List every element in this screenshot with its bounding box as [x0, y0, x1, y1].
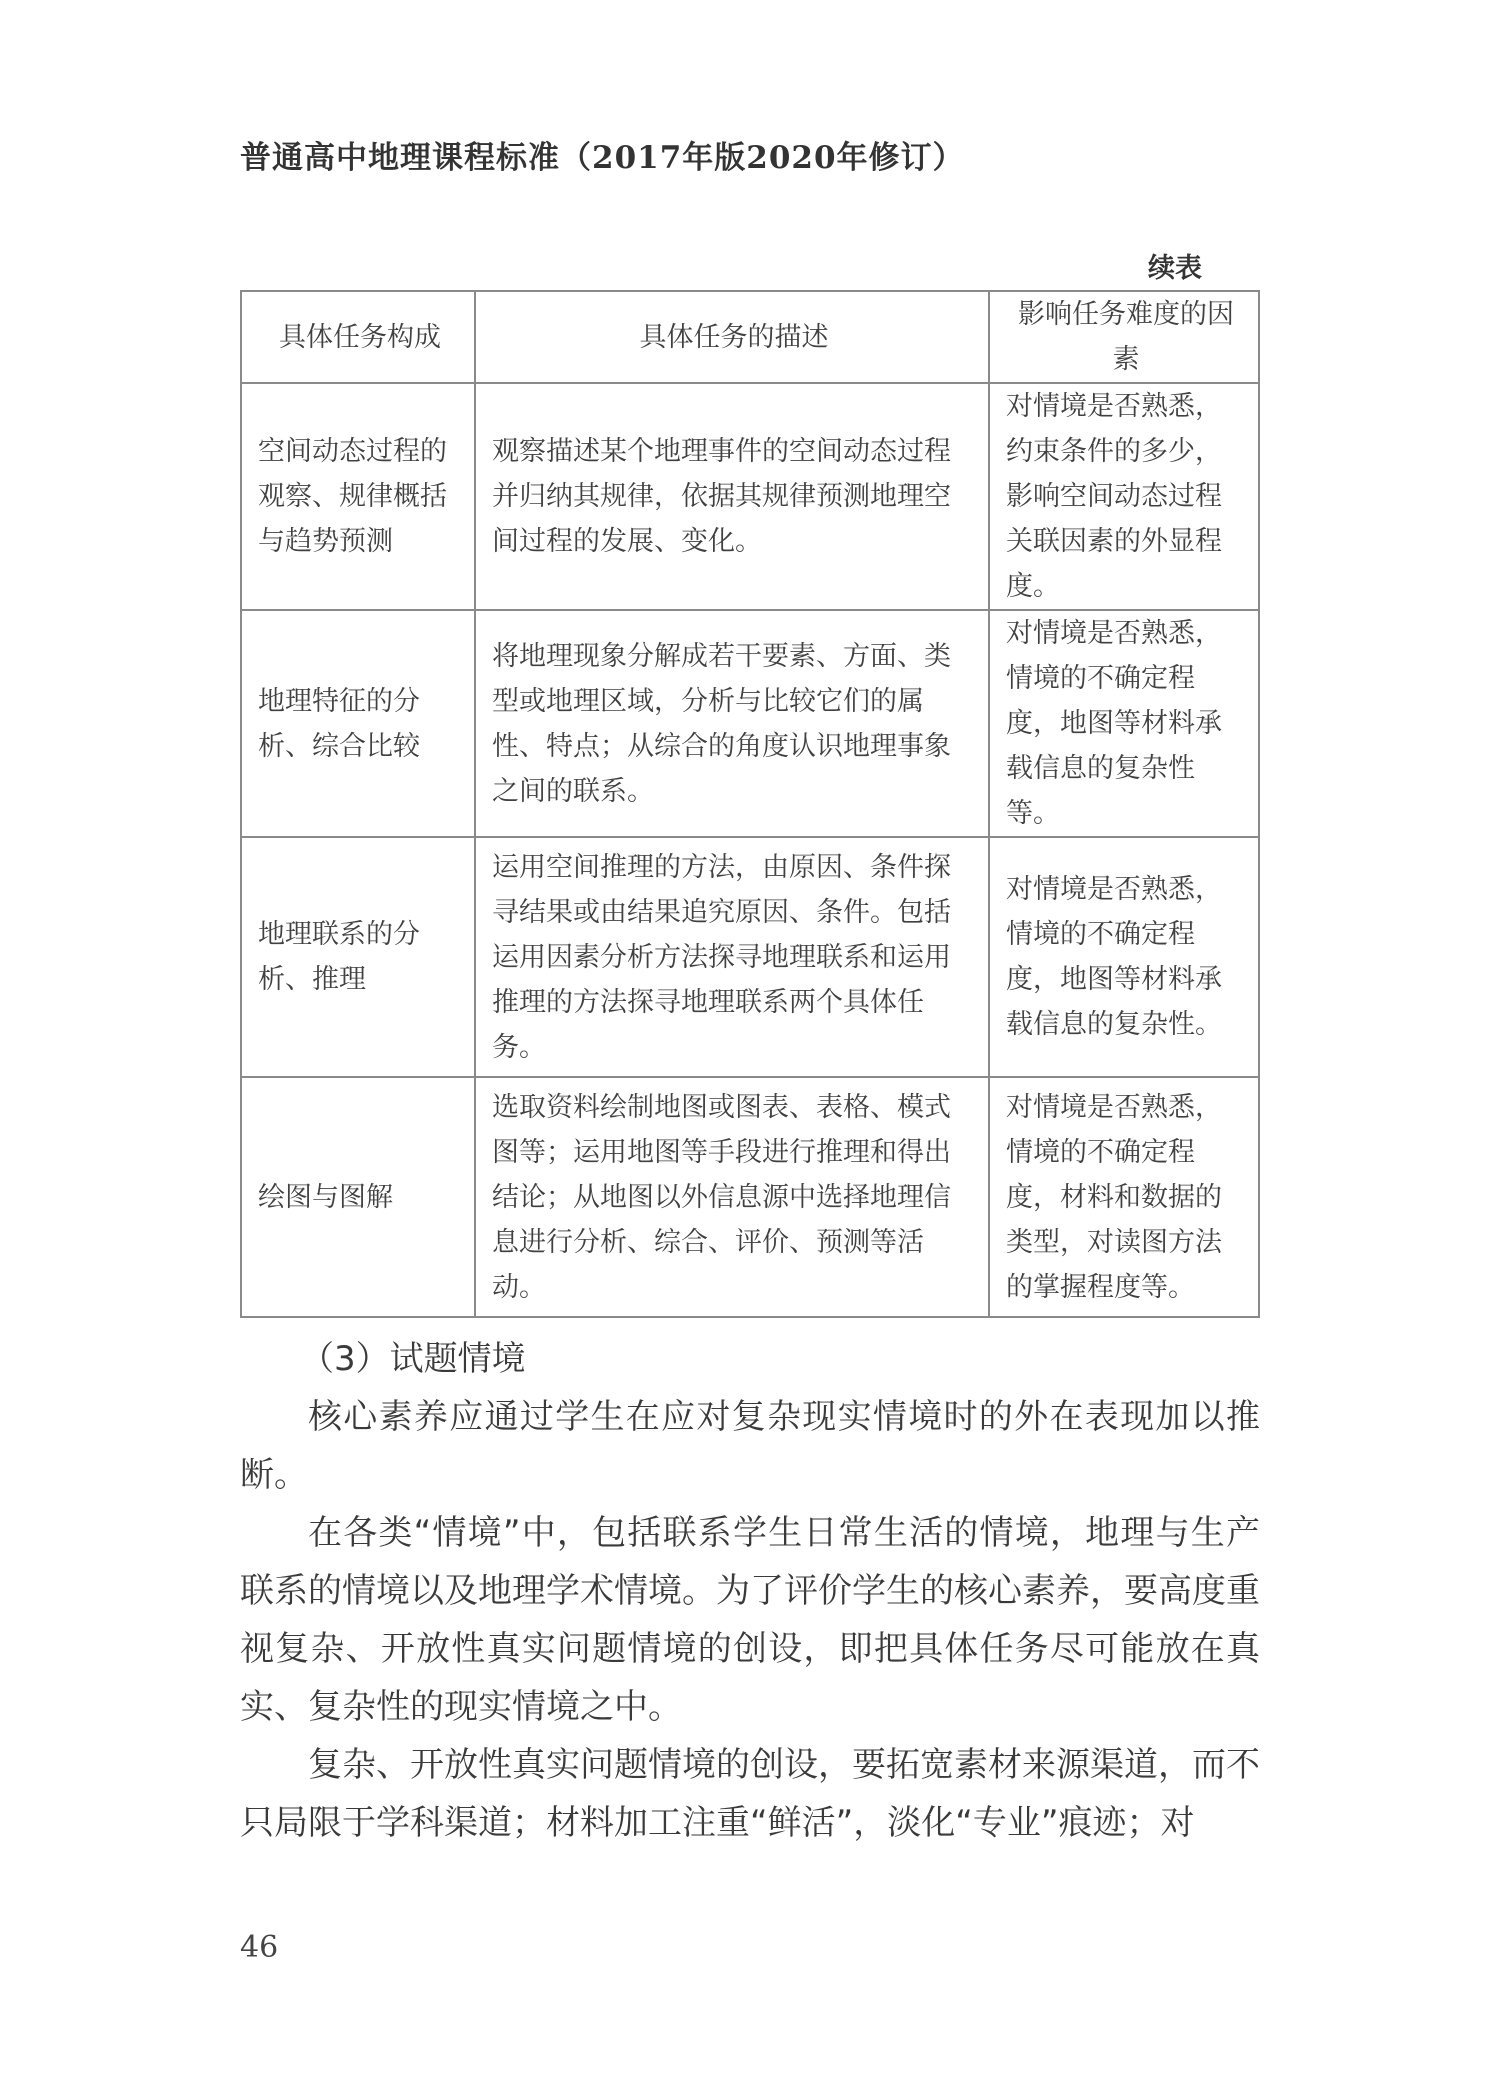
- section-heading: （3）试题情境: [300, 1339, 526, 1379]
- task-cell: 地理联系的分析、推理: [241, 837, 475, 1077]
- page-number: 46: [240, 1930, 279, 1965]
- table-row: [241, 837, 1259, 1077]
- description-cell: 将地理现象分解成若干要素、方面、类型或地理区域，分析与比较它们的属性、特点；从综合的角度认识地理事象之间的联系。: [475, 610, 989, 837]
- running-header: 普通高中地理课程标准（2017年版2020年修订）: [240, 140, 965, 176]
- paragraph: 核心素养应通过学生在应对复杂现实情境时的外在表现加以推断。: [240, 1397, 1260, 1495]
- header-cell-task: 具体任务构成: [241, 291, 475, 383]
- header-cell-difficulty: 影响任务难度的因素: [989, 291, 1259, 383]
- paragraph: 复杂、开放性真实问题情境的创设，要拓宽素材来源渠道，而不只局限于学科渠道；材料加工注重“鲜活”，淡化“专业”痕迹；对: [240, 1745, 1260, 1843]
- table-continued-label: 续表: [1148, 253, 1202, 284]
- header-cell-description: 具体任务的描述: [475, 291, 989, 383]
- task-cell: 地理特征的分析、综合比较: [241, 610, 475, 837]
- paragraph: 在各类“情境”中，包括联系学生日常生活的情境，地理与生产联系的情境以及地理学术情境。为了评价学生的核心素养，要高度重视复杂、开放性真实问题情境的创设，即把具体任务尽可能放在真实、复杂性的现实情境之中。: [240, 1513, 1260, 1727]
- task-cell: 空间动态过程的观察、规律概括与趋势预测: [241, 383, 475, 610]
- description-cell: 观察描述某个地理事件的空间动态过程并归纳其规律，依据其规律预测地理空间过程的发展、变化。: [475, 383, 989, 610]
- table-row: [241, 1077, 1259, 1317]
- difficulty-cell: 对情境是否熟悉，情境的不确定程度，地图等材料承载信息的复杂性。: [989, 837, 1259, 1077]
- task-table: [240, 290, 1260, 1318]
- table-row: [241, 610, 1259, 837]
- description-cell: 选取资料绘制地图或图表、表格、模式图等；运用地图等手段进行推理和得出结论；从地图以外信息源中选择地理信息进行分析、综合、评价、预测等活动。: [475, 1077, 989, 1317]
- difficulty-cell: 对情境是否熟悉，约束条件的多少，影响空间动态过程关联因素的外显程度。: [989, 383, 1259, 610]
- table-row: [241, 383, 1259, 610]
- body-text: [240, 1330, 1260, 1852]
- difficulty-cell: 对情境是否熟悉，情境的不确定程度，地图等材料承载信息的复杂性等。: [989, 610, 1259, 837]
- difficulty-cell: 对情境是否熟悉，情境的不确定程度，材料和数据的类型，对读图方法的掌握程度等。: [989, 1077, 1259, 1317]
- task-cell: 绘图与图解: [241, 1077, 475, 1317]
- description-cell: 运用空间推理的方法，由原因、条件探寻结果或由结果追究原因、条件。包括运用因素分析方法探寻地理联系和运用推理的方法探寻地理联系两个具体任务。: [475, 837, 989, 1077]
- table-header-row: [241, 291, 1259, 383]
